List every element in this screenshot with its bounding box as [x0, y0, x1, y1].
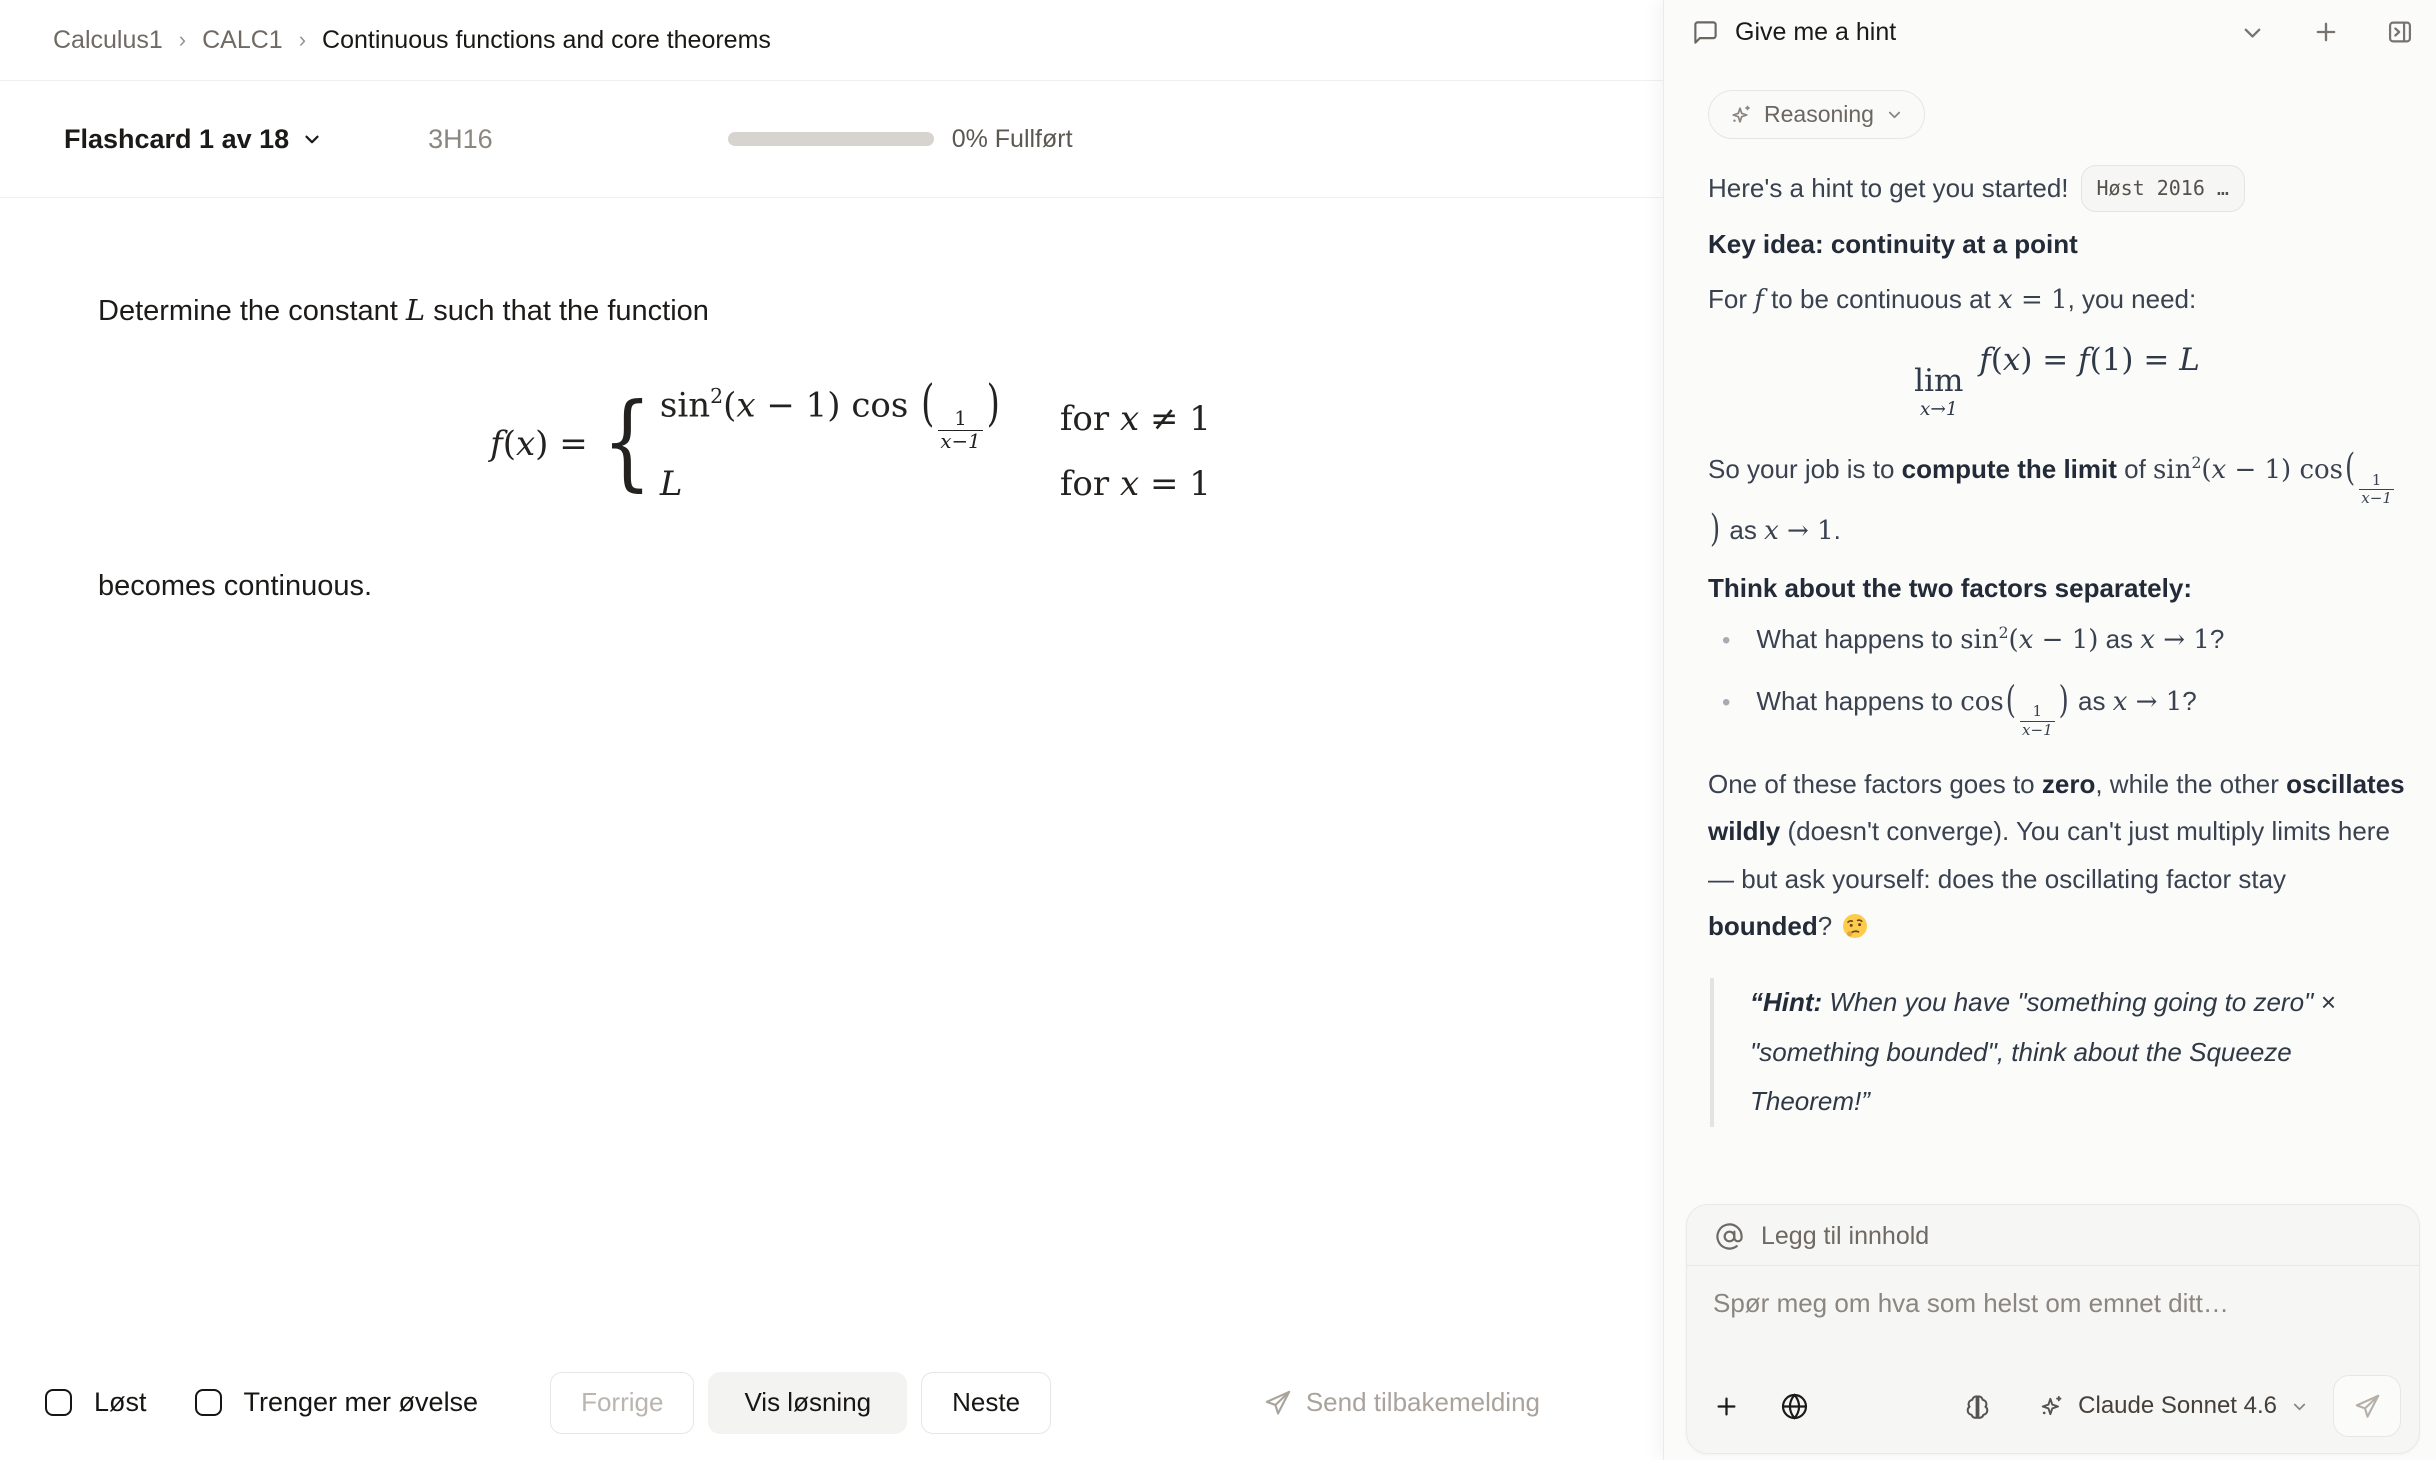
reasoning-label: Reasoning — [1764, 101, 1874, 127]
thinking-emoji — [1839, 911, 1869, 941]
progress-bar — [728, 132, 934, 146]
chevron-down-icon — [301, 128, 323, 150]
attach-button[interactable] — [1713, 1393, 1740, 1420]
brain-icon — [1963, 1392, 1992, 1421]
checkbox-icon[interactable] — [45, 1389, 72, 1416]
speech-bubble-icon — [1692, 19, 1719, 46]
send-feedback-button[interactable] — [1264, 1387, 1540, 1418]
composer-toolbar — [1687, 1363, 2419, 1453]
progress-label: 0% Fullført — [951, 124, 1073, 153]
add-content-label: Legg til innhold — [1761, 1222, 1930, 1250]
formula-brace: { — [601, 379, 652, 502]
chat-title: Give me a hint — [1735, 17, 1897, 46]
hint-heading-factors: Think about the two factors separately: — [1708, 572, 2192, 603]
sparkle-icon — [1729, 103, 1753, 127]
breadcrumb-item-current: Continuous functions and core theorems — [322, 25, 771, 54]
add-content-button[interactable] — [1687, 1205, 2419, 1266]
formula-lhs: f(x) = — [490, 423, 588, 464]
feedback-label: Send tilbakemelding — [1305, 1387, 1540, 1417]
chat-title-wrap — [1692, 18, 1896, 47]
bullet-icon: • — [1722, 688, 1731, 716]
paper-plane-icon — [1264, 1389, 1292, 1417]
chat-actions — [2239, 18, 2414, 46]
hint-paragraph-job: So your job is to compute the limit of $\sin^2(x - 1)$ cos( $\frac{1}{x-1}$ ) as x → 1. — [1708, 446, 2392, 552]
problem-outro: becomes continuous. — [98, 570, 373, 603]
plus-icon — [2312, 18, 2340, 46]
chat-messages — [1664, 64, 2436, 1194]
new-chat-button[interactable] — [2312, 18, 2340, 46]
hint-bullet-list — [1722, 620, 2406, 739]
at-sign-icon — [1715, 1222, 1744, 1251]
plus-icon — [1713, 1393, 1740, 1420]
needs-practice-checkbox[interactable] — [195, 1387, 479, 1418]
case-expression: L — [659, 464, 683, 505]
hint-greeting — [1708, 165, 2406, 212]
list-item — [1722, 620, 2406, 660]
chat-panel — [1663, 0, 2436, 1460]
breadcrumb-separator: › — [298, 27, 307, 52]
previous-button[interactable]: Forrige — [550, 1372, 694, 1434]
bullet-text: What happens to cos( $\frac{1}{x-1}$ ) as x → 1? — [1756, 678, 2197, 739]
progress — [728, 125, 1073, 154]
hint-paragraph-bounded: One of these factors goes to zero, while the other oscillates wildly (doesn't converge). You can't just multiply limits here — but ask yourself: does the oscillating factor stay bounded? — [1708, 769, 2405, 942]
reasoning-toggle[interactable] — [1708, 90, 1925, 139]
bullet-text: What happens to $\sin^2(x - 1)$ as x → 1? — [1756, 623, 2225, 655]
breadcrumb-item-course[interactable]: Calculus1 — [53, 25, 163, 54]
list-item — [1722, 678, 2406, 739]
chat-history-button[interactable] — [2239, 19, 2266, 46]
chat-header — [1664, 0, 2436, 64]
paper-plane-icon — [2354, 1393, 2381, 1420]
formula-cases — [659, 374, 1211, 505]
chevron-down-icon — [2239, 19, 2266, 46]
piecewise-formula — [98, 374, 1603, 505]
problem-intro: Determine the constant L such that the function — [98, 293, 709, 327]
globe-icon — [1780, 1392, 1809, 1421]
hint-quote: “Hint: When you have "something going to zero" × "something bounded", think about the Squeeze Theorem!” — [1710, 978, 2406, 1126]
chat-composer — [1686, 1204, 2420, 1454]
exam-badge[interactable]: Høst 2016 … — [2081, 165, 2245, 211]
send-message-button[interactable] — [2333, 1375, 2401, 1437]
solved-label: Løst — [94, 1387, 147, 1417]
needs-practice-label: Trenger mer øvelse — [243, 1387, 479, 1417]
breadcrumb-separator: › — [178, 27, 187, 52]
chevron-down-icon — [1885, 105, 1904, 124]
flashcard-selector-label: Flashcard 1 av 18 — [64, 123, 290, 154]
sparkle-icon — [2038, 1393, 2065, 1420]
next-button[interactable]: Neste — [921, 1372, 1051, 1434]
bullet-icon: • — [1722, 626, 1731, 654]
chevron-down-icon — [2290, 1397, 2309, 1416]
card-footer — [0, 1345, 1663, 1460]
checkbox-icon[interactable] — [195, 1389, 222, 1416]
hint-paragraph-continuity: For f to be continuous at x = 1, you need: — [1708, 284, 2197, 316]
breadcrumb — [53, 26, 771, 55]
chat-input[interactable]: Spør meg om hva som helst om emnet ditt… — [1713, 1288, 2229, 1318]
solved-checkbox[interactable] — [45, 1387, 147, 1418]
flashcard-toolbar — [0, 81, 1663, 198]
web-search-button[interactable] — [1780, 1392, 1809, 1421]
greeting-text: Here's a hint to get you started! — [1708, 173, 2069, 203]
flashcard-selector[interactable] — [64, 124, 323, 155]
model-selector[interactable] — [2038, 1392, 2309, 1420]
show-solution-button[interactable]: Vis løsning — [708, 1372, 907, 1434]
problem-card — [0, 198, 1663, 1345]
breadcrumb-item-module[interactable]: CALC1 — [202, 25, 283, 54]
breadcrumb-bar — [0, 0, 1663, 81]
case-condition: for x ≠ 1 — [1059, 398, 1211, 439]
case-condition: for x = 1 — [1059, 464, 1211, 505]
exam-tag: 3H16 — [428, 123, 493, 154]
case-expression: $\sin^2(x - 1)$ cos ( $\frac{1}{x-1}$ ) — [659, 374, 1000, 454]
collapse-panel-button[interactable] — [2386, 18, 2414, 46]
extended-thinking-button[interactable] — [1963, 1392, 1992, 1421]
model-label: Claude Sonnet 4.6 — [2078, 1392, 2277, 1419]
hint-heading-key-idea: Key idea: continuity at a point — [1708, 229, 2078, 260]
collapse-panel-icon — [2386, 18, 2414, 46]
limit-equation: lim x→1 f(x) = f(1) = L — [1914, 341, 2200, 421]
